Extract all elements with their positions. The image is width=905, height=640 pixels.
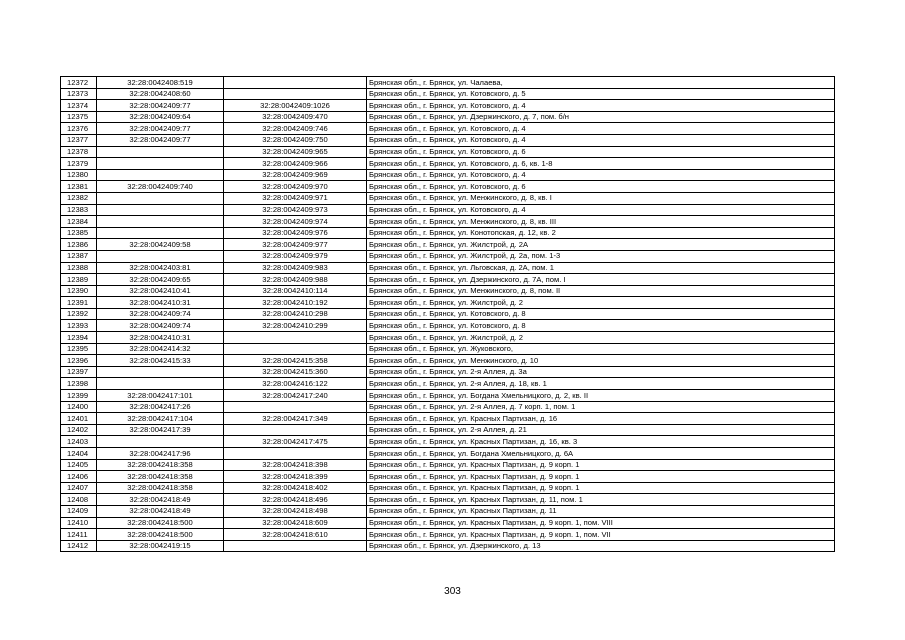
address-cell: Брянская обл., г. Брянск, ул. Богдана Хмельницкого, д. 6А — [367, 448, 835, 460]
address-cell: Брянская обл., г. Брянск, ул. Конотопская, д. 12, кв. 2 — [367, 227, 835, 239]
row-number-cell: 12398 — [61, 378, 97, 390]
row-number-cell: 12399 — [61, 390, 97, 402]
address-cell: Брянская обл., г. Брянск, ул. 2-я Аллея, д. 21 — [367, 424, 835, 436]
row-number-cell: 12391 — [61, 297, 97, 309]
row-number-cell: 12401 — [61, 413, 97, 425]
parcel-cadastral-number-cell: 32:28:0042418:49 — [97, 494, 224, 506]
parcel-cadastral-number-cell: 32:28:0042417:39 — [97, 424, 224, 436]
object-cadastral-number-cell: 32:28:0042418:402 — [224, 482, 367, 494]
object-cadastral-number-cell: 32:28:0042409:971 — [224, 192, 367, 204]
parcel-cadastral-number-cell: 32:28:0042409:65 — [97, 274, 224, 286]
row-number-cell: 12402 — [61, 424, 97, 436]
row-number-cell: 12406 — [61, 471, 97, 483]
table-row — [61, 250, 835, 262]
table-row — [61, 424, 835, 436]
parcel-cadastral-number-cell: 32:28:0042418:358 — [97, 482, 224, 494]
address-cell: Брянская обл., г. Брянск, ул. Котовского, д. 4 — [367, 169, 835, 181]
table-row — [61, 401, 835, 413]
address-cell: Брянская обл., г. Брянск, ул. 2-я Аллея, д. 18, кв. 1 — [367, 378, 835, 390]
parcel-cadastral-number-cell — [97, 250, 224, 262]
parcel-cadastral-number-cell: 32:28:0042418:49 — [97, 505, 224, 517]
table-row — [61, 343, 835, 355]
table-row — [61, 88, 835, 100]
page-number: 303 — [444, 586, 461, 597]
object-cadastral-number-cell: 32:28:0042410:114 — [224, 285, 367, 297]
object-cadastral-number-cell: 32:28:0042415:360 — [224, 366, 367, 378]
object-cadastral-number-cell — [224, 424, 367, 436]
row-number-cell: 12389 — [61, 274, 97, 286]
row-number-cell: 12378 — [61, 146, 97, 158]
table-row — [61, 517, 835, 529]
table-row — [61, 100, 835, 112]
object-cadastral-number-cell — [224, 332, 367, 344]
object-cadastral-number-cell: 32:28:0042418:609 — [224, 517, 367, 529]
parcel-cadastral-number-cell: 32:28:0042410:31 — [97, 332, 224, 344]
row-number-cell: 12382 — [61, 192, 97, 204]
row-number-cell: 12400 — [61, 401, 97, 413]
parcel-cadastral-number-cell: 32:28:0042418:358 — [97, 459, 224, 471]
object-cadastral-number-cell: 32:28:0042409:965 — [224, 146, 367, 158]
parcel-cadastral-number-cell: 32:28:0042409:77 — [97, 134, 224, 146]
object-cadastral-number-cell: 32:28:0042409:1026 — [224, 100, 367, 112]
table-row — [61, 111, 835, 123]
records-table — [60, 76, 835, 552]
address-cell: Брянская обл., г. Брянск, ул. Котовского, д. 4 — [367, 204, 835, 216]
row-number-cell: 12410 — [61, 517, 97, 529]
object-cadastral-number-cell: 32:28:0042416:122 — [224, 378, 367, 390]
object-cadastral-number-cell: 32:28:0042409:966 — [224, 158, 367, 170]
address-cell: Брянская обл., г. Брянск, ул. 2-я Аллея, д. 7 корп. 1, пом. 1 — [367, 401, 835, 413]
table-row — [61, 227, 835, 239]
row-number-cell: 12390 — [61, 285, 97, 297]
object-cadastral-number-cell: 32:28:0042417:475 — [224, 436, 367, 448]
row-number-cell: 12384 — [61, 216, 97, 228]
address-cell: Брянская обл., г. Брянск, ул. Жилстрой, д. 2А — [367, 239, 835, 251]
parcel-cadastral-number-cell: 32:28:0042417:26 — [97, 401, 224, 413]
table-row — [61, 390, 835, 402]
table-row — [61, 192, 835, 204]
row-number-cell: 12385 — [61, 227, 97, 239]
address-cell: Брянская обл., г. Брянск, ул. Дзержинского, д. 13 — [367, 540, 835, 552]
row-number-cell: 12381 — [61, 181, 97, 193]
object-cadastral-number-cell: 32:28:0042409:970 — [224, 181, 367, 193]
row-number-cell: 12407 — [61, 482, 97, 494]
records-table-body — [61, 77, 835, 552]
parcel-cadastral-number-cell: 32:28:0042409:64 — [97, 111, 224, 123]
address-cell: Брянская обл., г. Брянск, ул. Котовского, д. 4 — [367, 134, 835, 146]
object-cadastral-number-cell: 32:28:0042418:398 — [224, 459, 367, 471]
address-cell: Брянская обл., г. Брянск, ул. Красных Партизан, д. 11, пом. 1 — [367, 494, 835, 506]
table-row — [61, 285, 835, 297]
table-row — [61, 366, 835, 378]
parcel-cadastral-number-cell: 32:28:0042409:77 — [97, 123, 224, 135]
parcel-cadastral-number-cell: 32:28:0042409:74 — [97, 320, 224, 332]
address-cell: Брянская обл., г. Брянск, ул. Котовского, д. 6, кв. 1-8 — [367, 158, 835, 170]
address-cell: Брянская обл., г. Брянск, ул. Красных Партизан, д. 9 корп. 1 — [367, 471, 835, 483]
address-cell: Брянская обл., г. Брянск, ул. Котовского, д. 6 — [367, 146, 835, 158]
address-cell: Брянская обл., г. Брянск, ул. Котовского, д. 8 — [367, 308, 835, 320]
parcel-cadastral-number-cell: 32:28:0042410:41 — [97, 285, 224, 297]
table-row — [61, 134, 835, 146]
object-cadastral-number-cell: 32:28:0042409:983 — [224, 262, 367, 274]
parcel-cadastral-number-cell — [97, 204, 224, 216]
object-cadastral-number-cell: 32:28:0042418:498 — [224, 505, 367, 517]
parcel-cadastral-number-cell: 32:28:0042417:96 — [97, 448, 224, 460]
row-number-cell: 12397 — [61, 366, 97, 378]
parcel-cadastral-number-cell — [97, 227, 224, 239]
parcel-cadastral-number-cell: 32:28:0042414:32 — [97, 343, 224, 355]
parcel-cadastral-number-cell: 32:28:0042409:74 — [97, 308, 224, 320]
row-number-cell: 12376 — [61, 123, 97, 135]
row-number-cell: 12408 — [61, 494, 97, 506]
address-cell: Брянская обл., г. Брянск, ул. Менжинского, д. 8, кв. I — [367, 192, 835, 204]
parcel-cadastral-number-cell: 32:28:0042410:31 — [97, 297, 224, 309]
parcel-cadastral-number-cell: 32:28:0042415:33 — [97, 355, 224, 367]
table-row — [61, 216, 835, 228]
parcel-cadastral-number-cell: 32:28:0042418:358 — [97, 471, 224, 483]
row-number-cell: 12387 — [61, 250, 97, 262]
address-cell: Брянская обл., г. Брянск, ул. Котовского, д. 4 — [367, 123, 835, 135]
object-cadastral-number-cell: 32:28:0042409:974 — [224, 216, 367, 228]
table-row — [61, 413, 835, 425]
row-number-cell: 12388 — [61, 262, 97, 274]
table-row — [61, 297, 835, 309]
parcel-cadastral-number-cell — [97, 192, 224, 204]
object-cadastral-number-cell — [224, 540, 367, 552]
table-row — [61, 77, 835, 89]
row-number-cell: 12372 — [61, 77, 97, 89]
table-row — [61, 204, 835, 216]
address-cell: Брянская обл., г. Брянск, ул. Менжинского, д. 10 — [367, 355, 835, 367]
table-row — [61, 540, 835, 552]
object-cadastral-number-cell: 32:28:0042409:746 — [224, 123, 367, 135]
object-cadastral-number-cell — [224, 343, 367, 355]
table-row — [61, 169, 835, 181]
parcel-cadastral-number-cell: 32:28:0042417:104 — [97, 413, 224, 425]
parcel-cadastral-number-cell — [97, 158, 224, 170]
object-cadastral-number-cell: 32:28:0042417:240 — [224, 390, 367, 402]
address-cell: Брянская обл., г. Брянск, ул. Богдана Хмельницкого, д. 2, кв. II — [367, 390, 835, 402]
address-cell: Брянская обл., г. Брянск, ул. Котовского, д. 6 — [367, 181, 835, 193]
row-number-cell: 12412 — [61, 540, 97, 552]
object-cadastral-number-cell: 32:28:0042418:496 — [224, 494, 367, 506]
object-cadastral-number-cell: 32:28:0042410:299 — [224, 320, 367, 332]
table-row — [61, 320, 835, 332]
parcel-cadastral-number-cell: 32:28:0042409:77 — [97, 100, 224, 112]
address-cell: Брянская обл., г. Брянск, ул. Жилстрой, д. 2 — [367, 297, 835, 309]
table-row — [61, 482, 835, 494]
address-cell: Брянская обл., г. Брянск, ул. Красных Партизан, д. 9 корп. 1, пом. VII — [367, 529, 835, 541]
parcel-cadastral-number-cell — [97, 216, 224, 228]
row-number-cell: 12403 — [61, 436, 97, 448]
table-row — [61, 494, 835, 506]
address-cell: Брянская обл., г. Брянск, ул. Дзержинского, д. 7, пом. б/н — [367, 111, 835, 123]
table-row — [61, 355, 835, 367]
address-cell: Брянская обл., г. Брянск, ул. Красных Партизан, д. 9 корп. 1, пом. VIII — [367, 517, 835, 529]
row-number-cell: 12411 — [61, 529, 97, 541]
address-cell: Брянская обл., г. Брянск, ул. Красных Партизан, д. 9 корп. 1 — [367, 459, 835, 471]
parcel-cadastral-number-cell: 32:28:0042408:519 — [97, 77, 224, 89]
address-cell: Брянская обл., г. Брянск, ул. Льговская, д. 2А, пом. 1 — [367, 262, 835, 274]
row-number-cell: 12395 — [61, 343, 97, 355]
row-number-cell: 12392 — [61, 308, 97, 320]
address-cell: Брянская обл., г. Брянск, ул. Красных Партизан, д. 16, кв. 3 — [367, 436, 835, 448]
parcel-cadastral-number-cell: 32:28:0042409:740 — [97, 181, 224, 193]
address-cell: Брянская обл., г. Брянск, ул. Жилстрой, д. 2а, пом. 1-3 — [367, 250, 835, 262]
object-cadastral-number-cell — [224, 77, 367, 89]
parcel-cadastral-number-cell: 32:28:0042403:81 — [97, 262, 224, 274]
address-cell: Брянская обл., г. Брянск, ул. Дзержинского, д. 7А, пом. I — [367, 274, 835, 286]
object-cadastral-number-cell: 32:28:0042418:610 — [224, 529, 367, 541]
parcel-cadastral-number-cell: 32:28:0042418:500 — [97, 517, 224, 529]
object-cadastral-number-cell: 32:28:0042409:969 — [224, 169, 367, 181]
table-row — [61, 459, 835, 471]
object-cadastral-number-cell: 32:28:0042409:973 — [224, 204, 367, 216]
row-number-cell: 12409 — [61, 505, 97, 517]
address-cell: Брянская обл., г. Брянск, ул. Жуковского, — [367, 343, 835, 355]
row-number-cell: 12405 — [61, 459, 97, 471]
object-cadastral-number-cell: 32:28:0042409:988 — [224, 274, 367, 286]
parcel-cadastral-number-cell: 32:28:0042419:15 — [97, 540, 224, 552]
object-cadastral-number-cell — [224, 448, 367, 460]
address-cell: Брянская обл., г. Брянск, ул. Котовского, д. 8 — [367, 320, 835, 332]
row-number-cell: 12374 — [61, 100, 97, 112]
row-number-cell: 12373 — [61, 88, 97, 100]
row-number-cell: 12383 — [61, 204, 97, 216]
object-cadastral-number-cell: 32:28:0042417:349 — [224, 413, 367, 425]
table-row — [61, 274, 835, 286]
table-row — [61, 158, 835, 170]
row-number-cell: 12377 — [61, 134, 97, 146]
address-cell: Брянская обл., г. Брянск, ул. Красных Партизан, д. 16 — [367, 413, 835, 425]
table-row — [61, 123, 835, 135]
row-number-cell: 12375 — [61, 111, 97, 123]
table-row — [61, 448, 835, 460]
row-number-cell: 12380 — [61, 169, 97, 181]
parcel-cadastral-number-cell — [97, 146, 224, 158]
object-cadastral-number-cell: 32:28:0042415:358 — [224, 355, 367, 367]
row-number-cell: 12379 — [61, 158, 97, 170]
parcel-cadastral-number-cell — [97, 436, 224, 448]
row-number-cell: 12386 — [61, 239, 97, 251]
table-row — [61, 262, 835, 274]
object-cadastral-number-cell: 32:28:0042409:470 — [224, 111, 367, 123]
parcel-cadastral-number-cell — [97, 366, 224, 378]
parcel-cadastral-number-cell — [97, 169, 224, 181]
parcel-cadastral-number-cell — [97, 378, 224, 390]
table-row — [61, 471, 835, 483]
table-row — [61, 308, 835, 320]
table-row — [61, 378, 835, 390]
parcel-cadastral-number-cell: 32:28:0042408:60 — [97, 88, 224, 100]
table-row — [61, 146, 835, 158]
address-cell: Брянская обл., г. Брянск, ул. 2-я Аллея, д. 3а — [367, 366, 835, 378]
address-cell: Брянская обл., г. Брянск, ул. Менжинского, д. 8, кв. III — [367, 216, 835, 228]
address-cell: Брянская обл., г. Брянск, ул. Красных Партизан, д. 11 — [367, 505, 835, 517]
address-cell: Брянская обл., г. Брянск, ул. Жилстрой, д. 2 — [367, 332, 835, 344]
object-cadastral-number-cell — [224, 88, 367, 100]
table-row — [61, 529, 835, 541]
table-row — [61, 505, 835, 517]
object-cadastral-number-cell — [224, 401, 367, 413]
address-cell: Брянская обл., г. Брянск, ул. Котовского, д. 5 — [367, 88, 835, 100]
table-row — [61, 332, 835, 344]
address-cell: Брянская обл., г. Брянск, ул. Котовского, д. 4 — [367, 100, 835, 112]
object-cadastral-number-cell: 32:28:0042410:192 — [224, 297, 367, 309]
table-row — [61, 181, 835, 193]
object-cadastral-number-cell: 32:28:0042409:976 — [224, 227, 367, 239]
parcel-cadastral-number-cell: 32:28:0042418:500 — [97, 529, 224, 541]
object-cadastral-number-cell: 32:28:0042409:977 — [224, 239, 367, 251]
address-cell: Брянская обл., г. Брянск, ул. Менжинского, д. 8, пом. II — [367, 285, 835, 297]
object-cadastral-number-cell: 32:28:0042418:399 — [224, 471, 367, 483]
parcel-cadastral-number-cell: 32:28:0042417:101 — [97, 390, 224, 402]
object-cadastral-number-cell: 32:28:0042409:750 — [224, 134, 367, 146]
object-cadastral-number-cell: 32:28:0042409:979 — [224, 250, 367, 262]
row-number-cell: 12393 — [61, 320, 97, 332]
table-row — [61, 436, 835, 448]
table-row — [61, 239, 835, 251]
object-cadastral-number-cell: 32:28:0042410:298 — [224, 308, 367, 320]
row-number-cell: 12396 — [61, 355, 97, 367]
row-number-cell: 12404 — [61, 448, 97, 460]
row-number-cell: 12394 — [61, 332, 97, 344]
parcel-cadastral-number-cell: 32:28:0042409:58 — [97, 239, 224, 251]
address-cell: Брянская обл., г. Брянск, ул. Красных Партизан, д. 9 корп. 1 — [367, 482, 835, 494]
address-cell: Брянская обл., г. Брянск, ул. Чалаева, — [367, 77, 835, 89]
